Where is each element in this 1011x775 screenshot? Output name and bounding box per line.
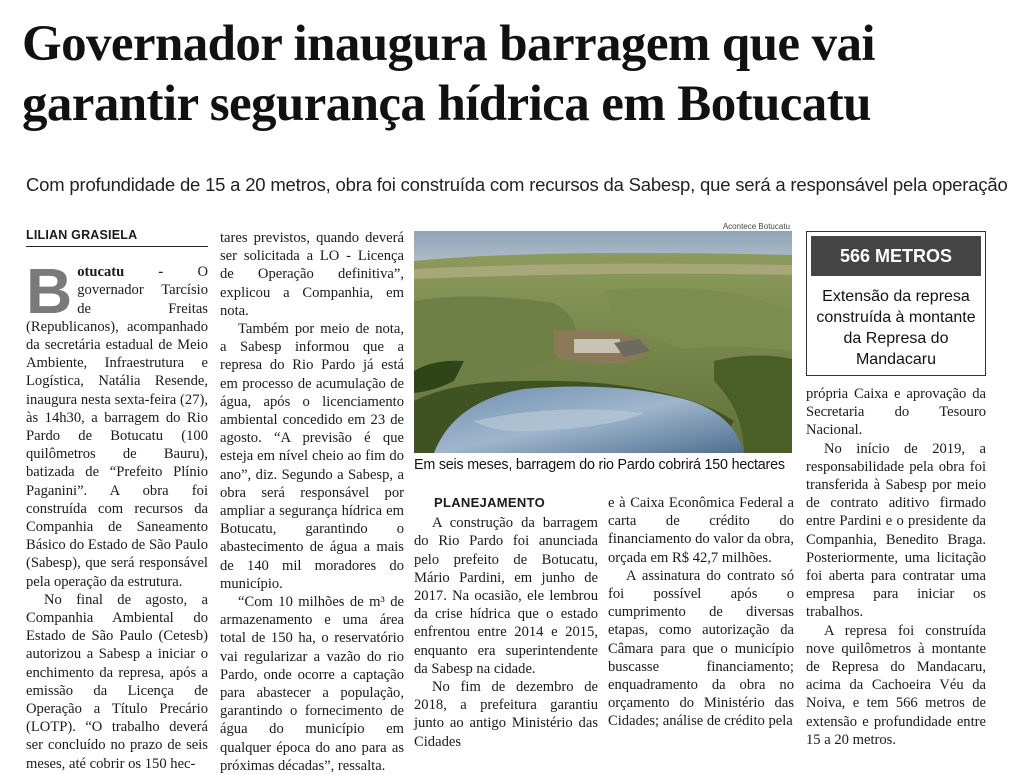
paragraph: “Com 10 milhões de m³ de armazenamento e uma área total de 150 ha, o reservatório vai regularizar a vazão do rio Pardo, onde ocorre a captação para abastecer a população, garantindo o fornecimento de água do município em qualquer época do ano para as próximas décadas”, ressalta. [220, 594, 404, 774]
paragraph-text: O governador Tarcísio de Freitas (Republicanos), acompanhado da secretária estadual de Meio Ambiente, Infraestrutura e Logística, Natália Resende, inaugura nesta sexta-feira (27), às 14h30, a barragem do Rio Pardo de Botucatu (100 quilômetros de Bauru), batizada de “Prefeito Plínio Paganini”. A obra foi construída com recursos da Companhia de Saneamento Básico do Estado de São Paulo (Sabesp), que será responsável pela operação da estrutura. [26, 264, 208, 590]
headline-line-1: Governador inaugura barragem que vai [22, 16, 875, 72]
paragraph: No final de agosto, a Companhia Ambiental do Estado de São Paulo (Cetesb) autorizou a Sabesp a iniciar o enchimento da represa, após a emissão da Licença de Operação a Título Precário (LOTP). “O trabalho deverá ser concluído no prazo de seis meses, até cobrir os 150 hec- [26, 591, 208, 772]
section-heading: PLANEJAMENTO [434, 495, 545, 510]
paragraph: No início de 2019, a responsabilidade pela obra foi transferida à Sabesp por meio de contrato aditivo firmado entre Pardini e o presidente da Companhia, Benedito Braga. Posteriormente, uma licitação foi aberta para contratar uma empresa para iniciar os trabalhos. [806, 440, 986, 621]
dateline: otucatu - [77, 264, 164, 281]
fact-box-text: Extensão da represa construída à montante da Represa do Mandacaru [816, 288, 976, 368]
paragraph: A construção da barragem do Rio Pardo foi anunciada pelo prefeito de Botucatu, Mário Pardini, em junho de 2017. Na ocasião, ele lembrou da crise hídrica que o estado enfrentou entre 2014 e 2015, enquanto era superintendente da Sabesp na cidade. [414, 515, 598, 677]
lead-paragraph [26, 255, 208, 591]
article-column-4 [608, 494, 794, 731]
paragraph: A assinatura do contrato só foi possível após o cumprimento de diversas etapas, como autorização da Câmara para que o município buscasse financiamento; enquadramento da obra no orçamento do Ministério das Cidades; análise de crédito pela [608, 567, 794, 730]
headline-line-2: garantir segurança hídrica em Botucatu [22, 76, 871, 132]
paragraph: A represa foi construída nove quilômetros à montante de Represa do Mandacaru, acima da Cachoeira Véu da Noiva, e tem 566 metros de extensão e profundidade entre 15 a 20 metros. [806, 622, 986, 748]
headline [22, 14, 997, 134]
fact-box-title: 566 METROS [811, 236, 981, 276]
dam-aerial-illustration [414, 231, 792, 453]
paragraph: tares previstos, quando deverá ser solicitada a LO - Licença de Operação definitiva”, explicou a Companhia, em nota. [220, 230, 404, 319]
drop-cap: B [26, 255, 73, 328]
paragraph: Também por meio de nota, a Sabesp informou que a represa do Rio Pardo já está em processo de acumulação de água, após o licenciamento ambiental concedido em 23 de agosto. “A previsão é que esteja em nível cheio ao fim do ano”, diz. Segundo a Sabesp, a obra será responsável por ampliar a segurança hídrica em Botucatu, garantindo o abastecimento de água a mais de 140 mil moradores do município. [220, 321, 404, 592]
article-column-3 [414, 494, 598, 751]
photo-caption: Em seis meses, barragem do rio Pardo cobrirá 150 hectares [414, 457, 785, 473]
paragraph: e à Caixa Econômica Federal a carta de crédito do financiamento do valor da obra, orçada em R$ 42,7 milhões. [608, 495, 794, 566]
article-column-2 [220, 229, 404, 775]
fact-box [806, 231, 986, 376]
article-column-5 [806, 385, 986, 749]
article-column-1 [26, 226, 208, 773]
paragraph: No fim de dezembro de 2018, a prefeitura garantiu junto ao antigo Ministério das Cidades [414, 679, 598, 750]
subheadline: Com profundidade de 15 a 20 metros, obra foi construída com recursos da Sabesp, que será a responsável pela operação [26, 174, 1008, 195]
paragraph: própria Caixa e aprovação da Secretaria do Tesouro Nacional. [806, 386, 986, 439]
dam-photo [414, 231, 792, 453]
photo-credit: Acontece Botucatu [722, 222, 790, 231]
byline: LILIAN GRASIELA [26, 226, 208, 247]
